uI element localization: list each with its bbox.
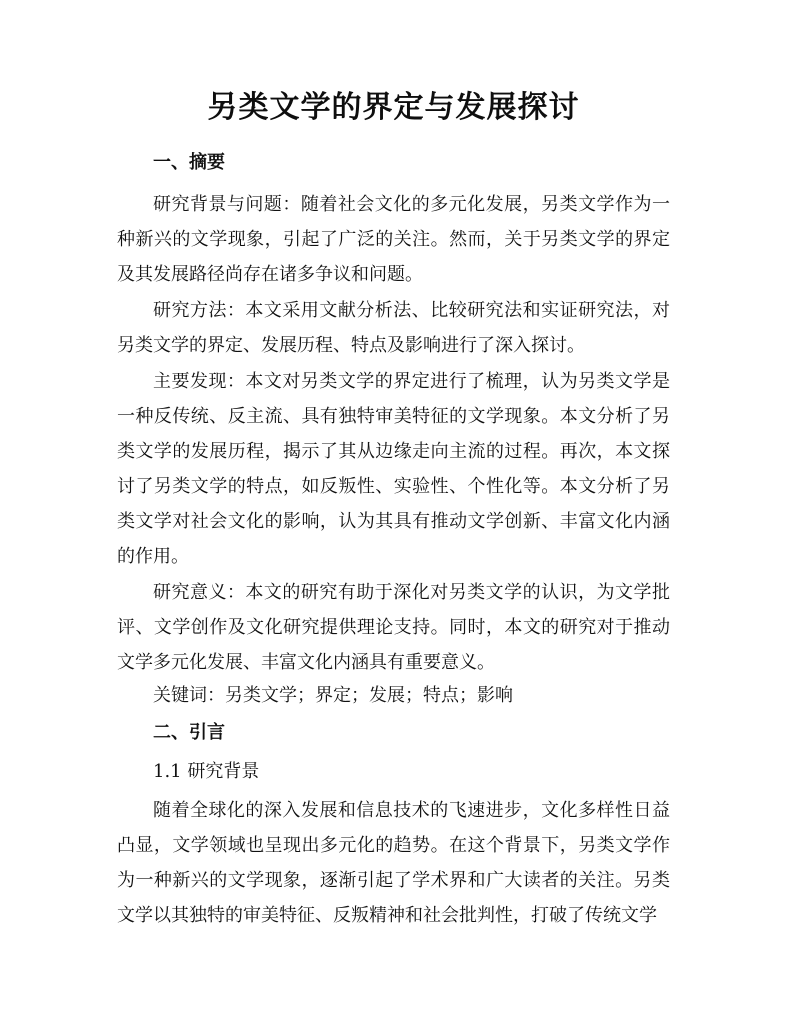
keywords-line: 关键词：另类文学；界定；发展；特点；影响 [153,685,513,706]
abstract-paragraph-methods: 研究方法：本文采用文献分析法、比较研究法和实证研究法，对另类文学的界定、发展历程、特点及影响进行了深入探讨。 [117,300,670,356]
intro-paragraph: 随着全球化的深入发展和信息技术的飞速进步，文化多样性日益凸显，文学领域也呈现出多元化的趋势。在这个背景下，另类文学作为一种新兴的文学现象，逐渐引起了学术界和广大读者的关注。另类文学以其独特的审美特征、反叛精神和社会批判性，打破了传统文学 [117,800,670,926]
abstract-paragraph-background: 研究背景与问题：随着社会文化的多元化发展，另类文学作为一种新兴的文学现象，引起了广泛的关注。然而，关于另类文学的界定及其发展路径尚存在诸多争议和问题。 [117,194,670,285]
intro-heading: 二、引言 [153,722,225,743]
document-title: 另类文学的界定与发展探讨 [207,90,580,125]
abstract-heading: 一、摘要 [153,152,225,173]
abstract-paragraph-significance: 研究意义：本文的研究有助于深化对另类文学的认识，为文学批评、文学创作及文化研究提供理论支持。同时，本文的研究对于推动文学多元化发展、丰富文化内涵具有重要意义。 [117,582,670,673]
abstract-paragraph-findings: 主要发现：本文对另类文学的界定进行了梳理，认为另类文学是一种反传统、反主流、具有独特审美特征的文学现象。本文分析了另类文学的发展历程，揭示了其从边缘走向主流的过程。再次，本文探讨了另类文学的特点，如反叛性、实验性、个性化等。本文分析了另类文学对社会文化的影响，认为其具有推动文学创新、丰富文化内涵的作用。 [117,371,670,567]
section-heading-1-1: 1.1 研究背景 [153,761,260,782]
document-page [117,88,670,934]
